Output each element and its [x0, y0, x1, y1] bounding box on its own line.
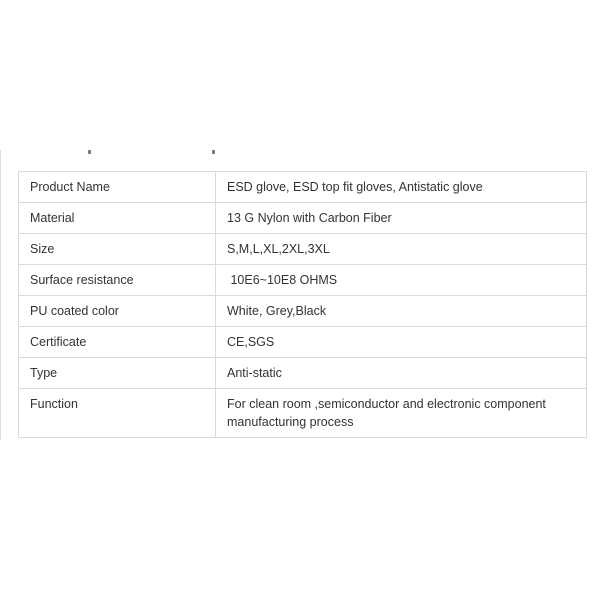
spec-value: S,M,L,XL,2XL,3XL — [216, 234, 587, 265]
product-spec-table — [18, 171, 587, 438]
table-row — [19, 265, 587, 296]
spec-label: Surface resistance — [19, 265, 216, 296]
spec-value: Anti-static — [216, 358, 587, 389]
table-row — [19, 296, 587, 327]
spec-value: ESD glove, ESD top fit gloves, Antistatic glove — [216, 172, 587, 203]
table-row — [19, 327, 587, 358]
cropped-glyph — [88, 150, 91, 154]
spec-label: Product Name — [19, 172, 216, 203]
spec-label: Type — [19, 358, 216, 389]
table-row — [19, 358, 587, 389]
spec-value: 10E6~10E8 OHMS — [216, 265, 587, 296]
cropped-glyph — [212, 150, 215, 154]
spec-label: PU coated color — [19, 296, 216, 327]
spec-label: Function — [19, 389, 216, 438]
cropped-text-line — [30, 142, 270, 154]
table-row — [19, 389, 587, 438]
spec-value: 13 G Nylon with Carbon Fiber — [216, 203, 587, 234]
table-row — [19, 234, 587, 265]
content-left-border — [0, 150, 1, 440]
spec-value: White, Grey,Black — [216, 296, 587, 327]
table-row — [19, 203, 587, 234]
table-row — [19, 172, 587, 203]
spec-label: Material — [19, 203, 216, 234]
spec-label: Certificate — [19, 327, 216, 358]
spec-label: Size — [19, 234, 216, 265]
spec-value: For clean room ,semiconductor and electronic component manufacturing process — [216, 389, 587, 438]
spec-value: CE,SGS — [216, 327, 587, 358]
